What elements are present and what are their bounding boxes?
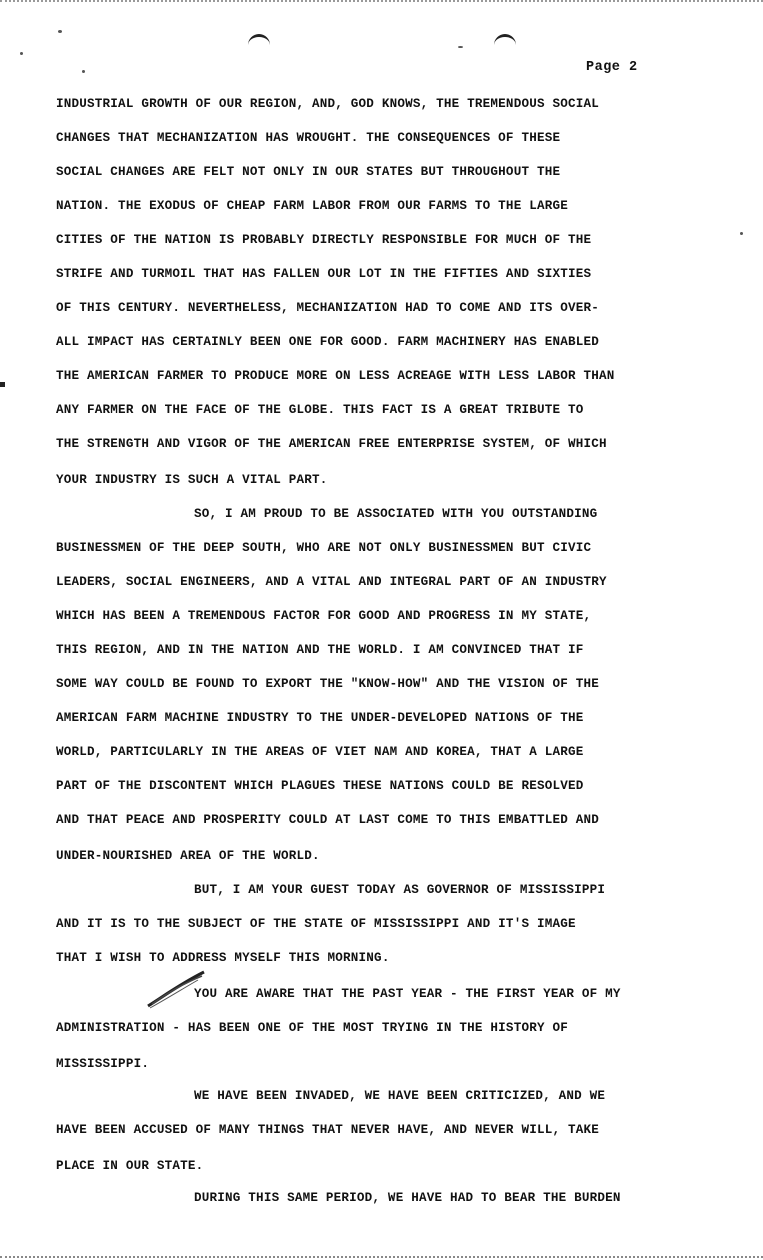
text-line: LEADERS, SOCIAL ENGINEERS, AND A VITAL AND INTEGRAL PART OF AN INDUSTRY (56, 575, 607, 589)
text-line: PART OF THE DISCONTENT WHICH PLAGUES THESE NATIONS COULD BE RESOLVED (56, 779, 584, 793)
speck (740, 232, 743, 235)
page-number: Page 2 (586, 60, 638, 75)
text-line: BUT, I AM YOUR GUEST TODAY AS GOVERNOR OF MISSISSIPPI (194, 883, 606, 897)
text-line: SOCIAL CHANGES ARE FELT NOT ONLY IN OUR STATES BUT THROUGHOUT THE (56, 165, 561, 179)
text-line: THAT I WISH TO ADDRESS MYSELF THIS MORNING. (56, 951, 390, 965)
text-line: WHICH HAS BEEN A TREMENDOUS FACTOR FOR GOOD AND PROGRESS IN MY STATE, (56, 609, 592, 623)
text-line: MISSISSIPPI. (56, 1057, 150, 1071)
text-line: UNDER-NOURISHED AREA OF THE WORLD. (56, 849, 320, 863)
text-line: DURING THIS SAME PERIOD, WE HAVE HAD TO BEAR THE BURDEN (194, 1191, 621, 1205)
text-line: AMERICAN FARM MACHINE INDUSTRY TO THE UNDER-DEVELOPED NATIONS OF THE (56, 711, 584, 725)
text-line: PLACE IN OUR STATE. (56, 1159, 204, 1173)
text-line: ADMINISTRATION - HAS BEEN ONE OF THE MOST TRYING IN THE HISTORY OF (56, 1021, 568, 1035)
margin-mark (0, 382, 5, 387)
bottom-perforation (0, 1256, 763, 1258)
binder-hole-left (248, 34, 270, 49)
text-line: STRIFE AND TURMOIL THAT HAS FALLEN OUR LOT IN THE FIFTIES AND SIXTIES (56, 267, 592, 281)
text-line: NATION. THE EXODUS OF CHEAP FARM LABOR FROM OUR FARMS TO THE LARGE (56, 199, 568, 213)
text-line: WE HAVE BEEN INVADED, WE HAVE BEEN CRITICIZED, AND WE (194, 1089, 606, 1103)
text-line: INDUSTRIAL GROWTH OF OUR REGION, AND, GOD KNOWS, THE TREMENDOUS SOCIAL (56, 97, 600, 111)
text-line: THE AMERICAN FARMER TO PRODUCE MORE ON LESS ACREAGE WITH LESS LABOR THAN (56, 369, 615, 383)
top-perforation (0, 0, 763, 2)
text-line: THIS REGION, AND IN THE NATION AND THE WORLD. I AM CONVINCED THAT IF (56, 643, 584, 657)
text-line: AND IT IS TO THE SUBJECT OF THE STATE OF MISSISSIPPI AND IT'S IMAGE (56, 917, 576, 931)
text-line: CHANGES THAT MECHANIZATION HAS WROUGHT. THE CONSEQUENCES OF THESE (56, 131, 561, 145)
text-line: HAVE BEEN ACCUSED OF MANY THINGS THAT NEVER HAVE, AND NEVER WILL, TAKE (56, 1123, 600, 1137)
text-line: THE STRENGTH AND VIGOR OF THE AMERICAN FREE ENTERPRISE SYSTEM, OF WHICH (56, 437, 607, 451)
speck (82, 70, 85, 73)
text-line: ALL IMPACT HAS CERTAINLY BEEN ONE FOR GOOD. FARM MACHINERY HAS ENABLED (56, 335, 600, 349)
text-line: OF THIS CENTURY. NEVERTHELESS, MECHANIZATION HAD TO COME AND ITS OVER- (56, 301, 600, 315)
pen-stroke-icon (146, 970, 206, 1010)
text-line: YOU ARE AWARE THAT THE PAST YEAR - THE FIRST YEAR OF MY (194, 987, 621, 1001)
speck (58, 30, 62, 33)
text-line: YOUR INDUSTRY IS SUCH A VITAL PART. (56, 473, 328, 487)
text-line: SO, I AM PROUD TO BE ASSOCIATED WITH YOU OUTSTANDING (194, 507, 598, 521)
text-line: WORLD, PARTICULARLY IN THE AREAS OF VIET NAM AND KOREA, THAT A LARGE (56, 745, 584, 759)
text-line: CITIES OF THE NATION IS PROBABLY DIRECTLY RESPONSIBLE FOR MUCH OF THE (56, 233, 592, 247)
speck (20, 52, 23, 55)
binder-hole-right (494, 34, 516, 49)
text-line: BUSINESSMEN OF THE DEEP SOUTH, WHO ARE NOT ONLY BUSINESSMEN BUT CIVIC (56, 541, 592, 555)
text-line: AND THAT PEACE AND PROSPERITY COULD AT LAST COME TO THIS EMBATTLED AND (56, 813, 600, 827)
text-line: ANY FARMER ON THE FACE OF THE GLOBE. THIS FACT IS A GREAT TRIBUTE TO (56, 403, 584, 417)
text-line: SOME WAY COULD BE FOUND TO EXPORT THE "KNOW-HOW" AND THE VISION OF THE (56, 677, 600, 691)
speck (458, 46, 463, 48)
